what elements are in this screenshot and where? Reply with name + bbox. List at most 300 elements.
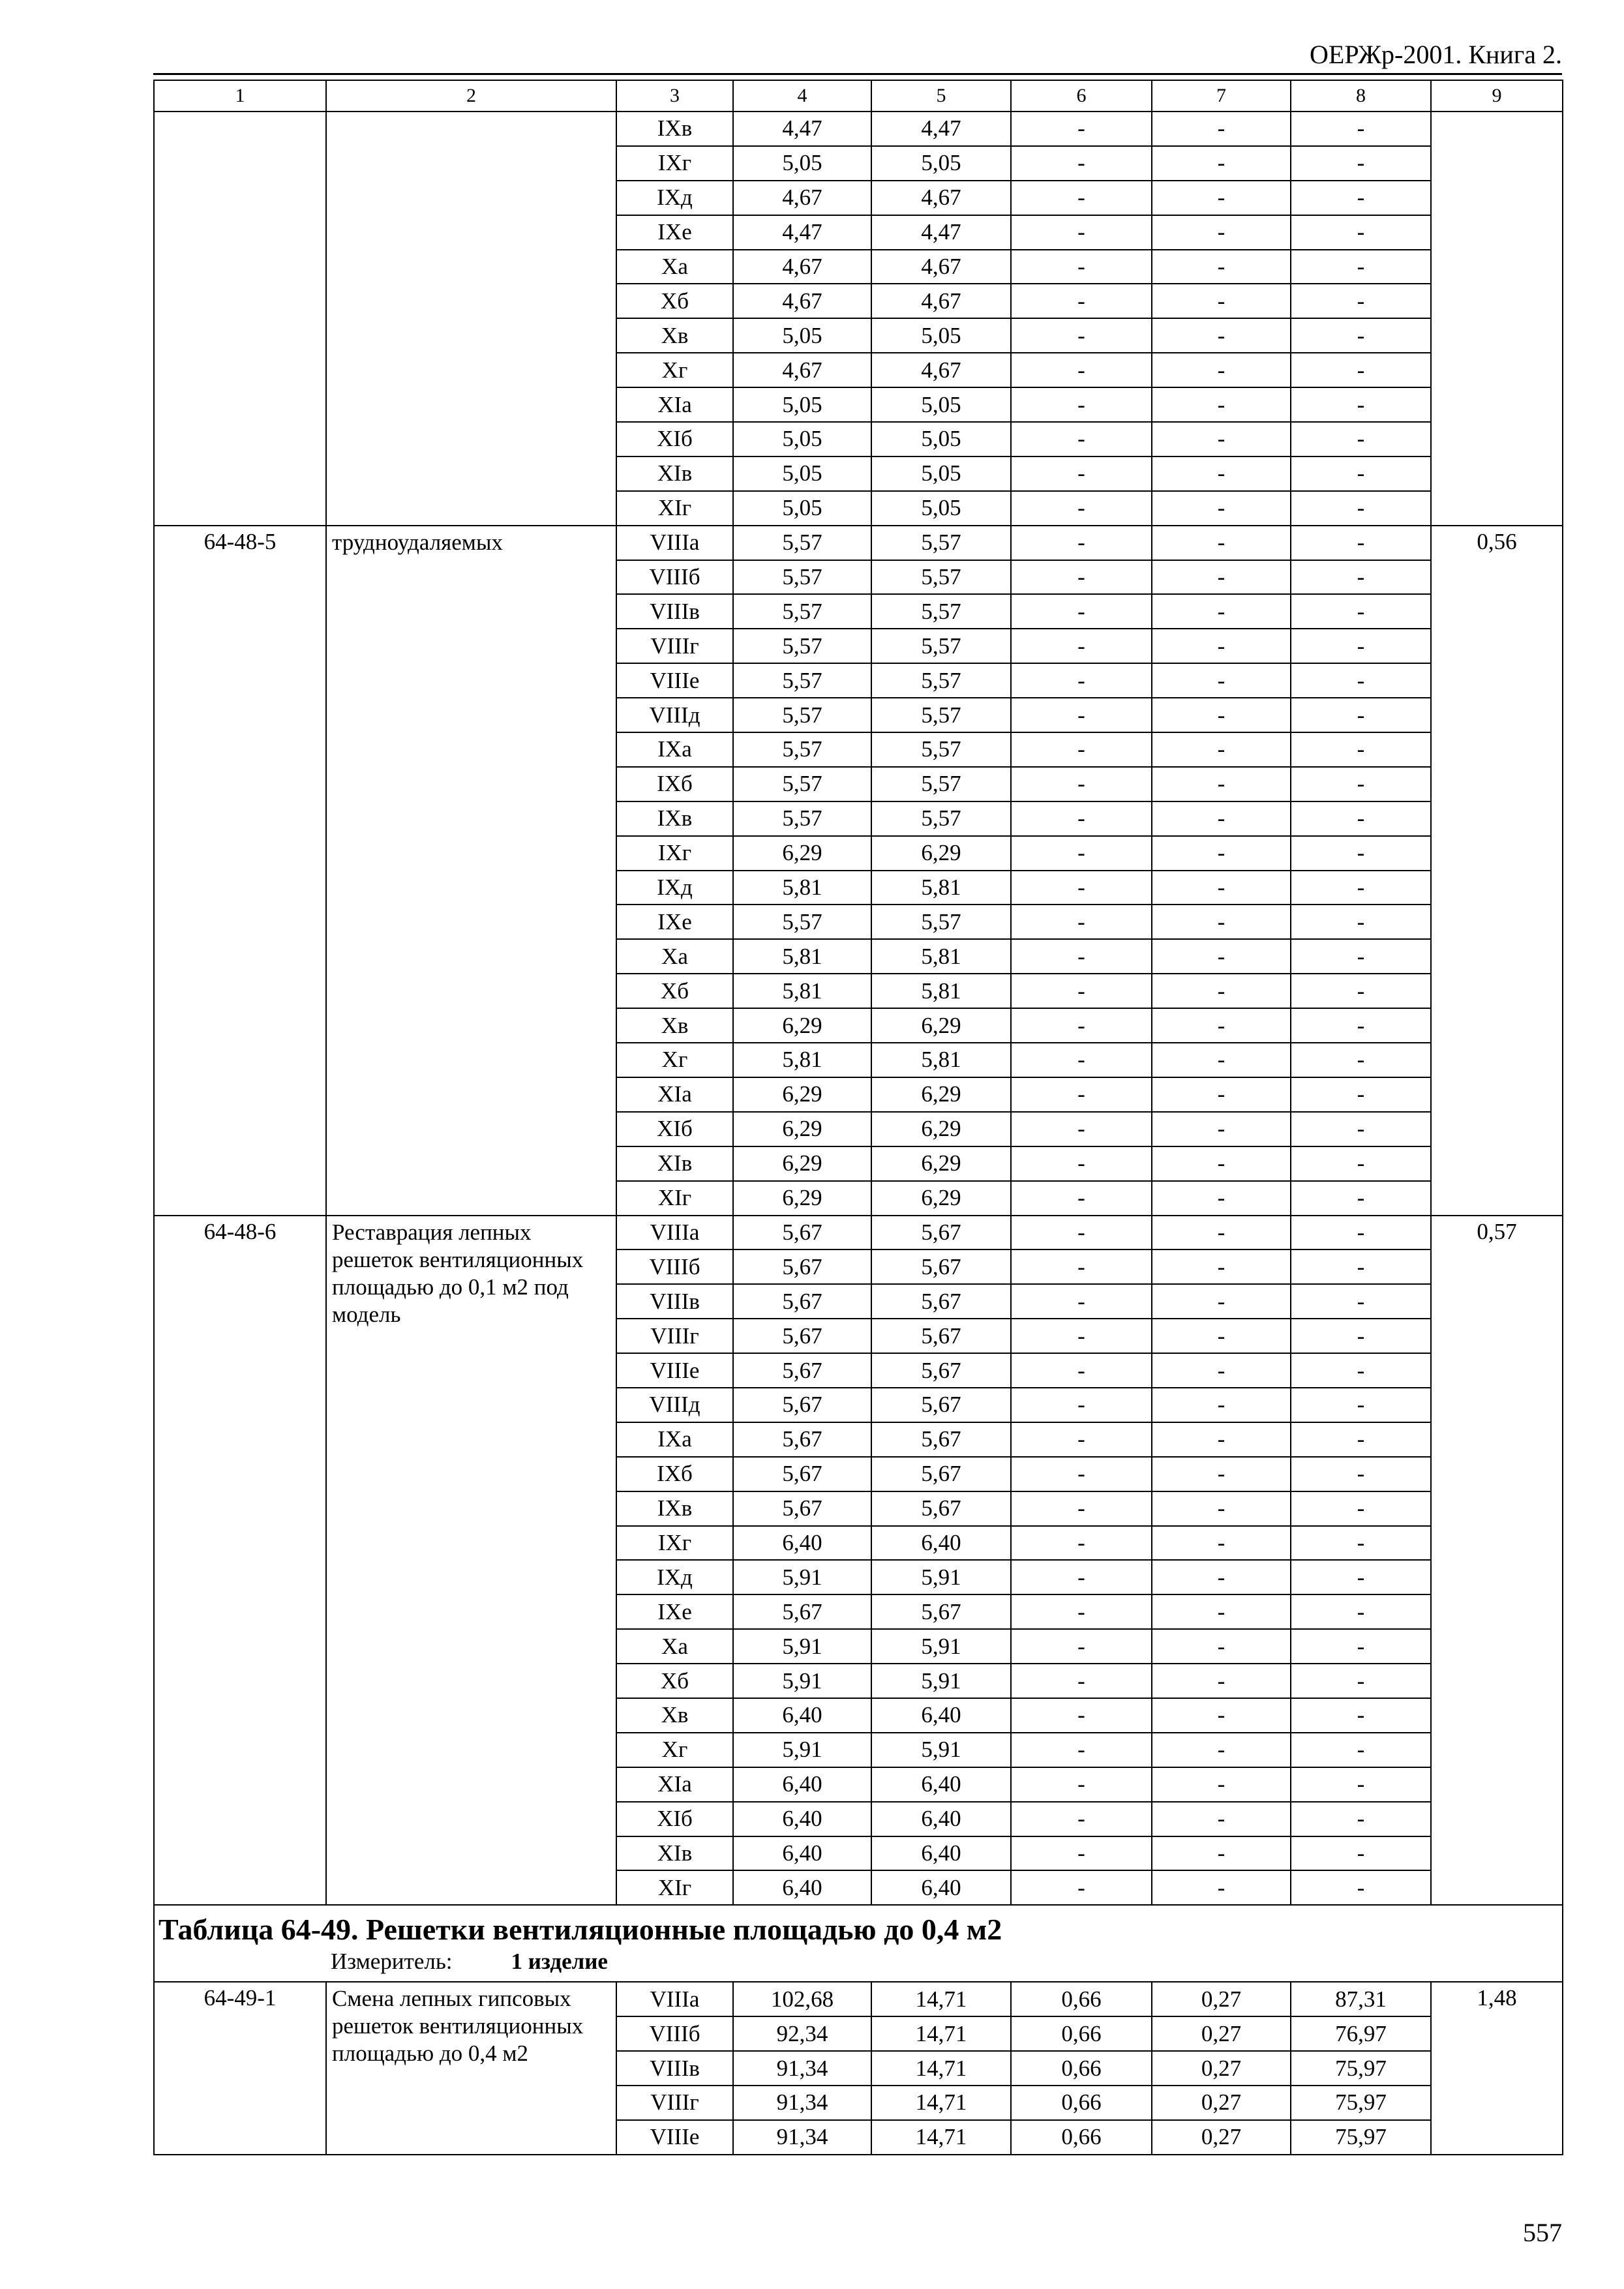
- rates-table-container: [153, 80, 1562, 2155]
- table-cell-col-3: IXб: [616, 767, 733, 801]
- table-cell-col-3: XIб: [616, 1112, 733, 1146]
- table-cell-col-8: -: [1291, 767, 1431, 801]
- table-cell-col-5: 5,67: [871, 1594, 1011, 1629]
- table-cell-col-7: -: [1152, 456, 1291, 491]
- table-cell-col-8: -: [1291, 387, 1431, 422]
- table-cell-col-6: -: [1011, 1802, 1152, 1836]
- table-cell-col-7: -: [1152, 974, 1291, 1008]
- table-cell-col-8: -: [1291, 594, 1431, 629]
- table-row: [154, 112, 1563, 146]
- table-cell-col-6: -: [1011, 318, 1152, 353]
- table-cell-col-7: -: [1152, 1077, 1291, 1112]
- table-cell-col-8: -: [1291, 1870, 1431, 1905]
- table-cell-col-3: Xв: [616, 1698, 733, 1733]
- table-cell-col-3: IXа: [616, 1422, 733, 1457]
- table-cell-col-3: VIIIб: [616, 2016, 733, 2051]
- table-cell-col-8: -: [1291, 939, 1431, 974]
- table-cell-col-6: -: [1011, 250, 1152, 284]
- table-cell-col-4: 6,40: [733, 1836, 871, 1871]
- table-cell-col-8: -: [1291, 1284, 1431, 1319]
- table-cell-col-4: 5,91: [733, 1733, 871, 1767]
- table-cell-col-8: -: [1291, 1698, 1431, 1733]
- table-cell-col-3: VIIIа: [616, 1982, 733, 2016]
- table-cell-col-8: 76,97: [1291, 2016, 1431, 2051]
- table-cell-col-3: IXд: [616, 1560, 733, 1594]
- table-cell-col-6: -: [1011, 422, 1152, 456]
- table-cell-col-3: VIIIа: [616, 1216, 733, 1250]
- table-cell-col-6: -: [1011, 1594, 1152, 1629]
- table-cell-col-8: -: [1291, 1422, 1431, 1457]
- table-cell-col-5: 5,57: [871, 698, 1011, 732]
- table-cell-col-3: IXв: [616, 801, 733, 836]
- table-cell-col-4: 5,57: [733, 560, 871, 595]
- table-cell-col-3: Xв: [616, 1008, 733, 1043]
- table-cell-col-5: 6,40: [871, 1870, 1011, 1905]
- table-cell-col-8: -: [1291, 1181, 1431, 1216]
- table-cell-col-7: -: [1152, 698, 1291, 732]
- table-cell-col-8: -: [1291, 1629, 1431, 1664]
- table-cell-col-8: -: [1291, 1216, 1431, 1250]
- table-cell-col-7: -: [1152, 663, 1291, 698]
- table-cell-col-8: -: [1291, 1077, 1431, 1112]
- table-cell-col-4: 5,91: [733, 1560, 871, 1594]
- table-cell-col-8: 87,31: [1291, 1982, 1431, 2016]
- table-cell-col-6: -: [1011, 1733, 1152, 1767]
- table-cell-col-4: 5,81: [733, 871, 871, 905]
- table-cell-col-6: -: [1011, 1077, 1152, 1112]
- table-cell-col-5: 14,71: [871, 1982, 1011, 2016]
- table-cell-col-5: 6,29: [871, 1181, 1011, 1216]
- table-cell-col-3: XIа: [616, 1077, 733, 1112]
- table-cell-col-8: -: [1291, 629, 1431, 663]
- table-cell-col-4: 4,67: [733, 181, 871, 215]
- table-cell-col-4: 6,40: [733, 1526, 871, 1561]
- table-cell-col-6: -: [1011, 836, 1152, 871]
- table-cell-col-7: -: [1152, 181, 1291, 215]
- table-cell-col-6: -: [1011, 732, 1152, 767]
- table-cell-col-5: 5,57: [871, 767, 1011, 801]
- section-heading-row: [154, 1905, 1563, 1982]
- table-cell-col-6: -: [1011, 1319, 1152, 1353]
- table-cell-col-7: -: [1152, 1526, 1291, 1561]
- section-title: Таблица 64-49. Решетки вентиляционные площадью до 0,4 м2: [158, 1913, 1002, 1947]
- table-cell-col-7: -: [1152, 146, 1291, 181]
- table-cell-col-3: XIв: [616, 1836, 733, 1871]
- table-row: [154, 1982, 1563, 2016]
- table-cell-col-8: -: [1291, 526, 1431, 560]
- table-cell-col-3: VIIIе: [616, 663, 733, 698]
- table-cell-col-8: -: [1291, 1008, 1431, 1043]
- table-cell-col-5: 5,67: [871, 1319, 1011, 1353]
- table-cell-col-8: -: [1291, 1249, 1431, 1284]
- table-cell-col-6: -: [1011, 1181, 1152, 1216]
- table-cell-col-6: -: [1011, 663, 1152, 698]
- table-cell-col-4: 5,67: [733, 1594, 871, 1629]
- work-description-cell: Реставрация лепных решеток вентиляционных площадью до 0,1 м2 под модель: [326, 1216, 616, 1906]
- page-number: 557: [1523, 2218, 1562, 2247]
- table-cell-col-7: -: [1152, 491, 1291, 526]
- table-cell-col-7: -: [1152, 1043, 1291, 1077]
- table-cell-col-4: 6,40: [733, 1767, 871, 1802]
- work-description-cell: трудноудаляемых: [326, 526, 616, 1216]
- table-cell-col-5: 5,67: [871, 1388, 1011, 1422]
- table-cell-col-4: 6,40: [733, 1698, 871, 1733]
- rate-code-cell: 64-48-6: [154, 1216, 326, 1906]
- table-cell-col-3: XIб: [616, 1802, 733, 1836]
- table-cell-col-7: -: [1152, 1353, 1291, 1388]
- table-cell-col-5: 5,05: [871, 456, 1011, 491]
- table-cell-col-4: 6,29: [733, 1112, 871, 1146]
- table-cell-col-6: -: [1011, 1698, 1152, 1733]
- table-cell-col-3: Xа: [616, 1629, 733, 1664]
- table-cell-col-5: 5,05: [871, 422, 1011, 456]
- table-cell-col-8: -: [1291, 836, 1431, 871]
- table-cell-col-8: -: [1291, 456, 1431, 491]
- table-cell-col-5: 5,05: [871, 146, 1011, 181]
- table-cell-col-4: 5,67: [733, 1284, 871, 1319]
- table-cell-col-6: -: [1011, 146, 1152, 181]
- table-cell-col-8: -: [1291, 1146, 1431, 1181]
- table-cell-col-4: 5,67: [733, 1319, 871, 1353]
- table-cell-col-7: -: [1152, 594, 1291, 629]
- table-cell-col-7: -: [1152, 732, 1291, 767]
- table-cell-col-5: 5,67: [871, 1216, 1011, 1250]
- table-cell-col-4: 5,67: [733, 1457, 871, 1491]
- table-cell-col-4: 5,57: [733, 629, 871, 663]
- table-cell-col-6: -: [1011, 1664, 1152, 1698]
- table-cell-col-3: Xа: [616, 250, 733, 284]
- table-cell-col-5: 5,91: [871, 1664, 1011, 1698]
- table-cell-col-6: -: [1011, 1353, 1152, 1388]
- table-cell-col-4: 92,34: [733, 2016, 871, 2051]
- table-cell-col-7: -: [1152, 1802, 1291, 1836]
- table-cell-col-8: -: [1291, 112, 1431, 146]
- table-cell-col-6: -: [1011, 939, 1152, 974]
- table-cell-col-6: -: [1011, 1146, 1152, 1181]
- table-cell-col-6: -: [1011, 1560, 1152, 1594]
- table-cell-col-6: -: [1011, 1112, 1152, 1146]
- table-cell-col-5: 6,40: [871, 1698, 1011, 1733]
- table-cell-col-5: 5,57: [871, 663, 1011, 698]
- table-cell-col-4: 5,91: [733, 1664, 871, 1698]
- table-cell-col-7: -: [1152, 1698, 1291, 1733]
- table-cell-col-5: 6,40: [871, 1526, 1011, 1561]
- column-number-row: [154, 80, 1563, 112]
- table-cell-col-3: VIIIд: [616, 1388, 733, 1422]
- table-cell-col-5: 6,40: [871, 1767, 1011, 1802]
- table-cell-col-6: -: [1011, 1491, 1152, 1526]
- table-cell-col-7: 0,27: [1152, 2016, 1291, 2051]
- table-cell-col-5: 6,29: [871, 1077, 1011, 1112]
- table-cell-col-5: 5,67: [871, 1422, 1011, 1457]
- col9-value-cell: [1431, 112, 1563, 526]
- table-cell-col-7: -: [1152, 871, 1291, 905]
- table-cell-col-4: 5,05: [733, 491, 871, 526]
- table-cell-col-8: -: [1291, 560, 1431, 595]
- table-cell-col-6: -: [1011, 456, 1152, 491]
- table-cell-col-3: VIIIд: [616, 698, 733, 732]
- table-cell-col-5: 5,67: [871, 1284, 1011, 1319]
- table-cell-col-3: IXг: [616, 1526, 733, 1561]
- table-cell-col-8: -: [1291, 215, 1431, 250]
- table-cell-col-7: -: [1152, 1388, 1291, 1422]
- table-row: [154, 526, 1563, 560]
- table-cell-col-5: 5,57: [871, 905, 1011, 939]
- table-cell-col-3: Xа: [616, 939, 733, 974]
- table-cell-col-3: XIб: [616, 422, 733, 456]
- table-cell-col-3: IXа: [616, 732, 733, 767]
- col9-value-cell: 0,56: [1431, 526, 1563, 1216]
- table-cell-col-4: 6,29: [733, 1146, 871, 1181]
- table-cell-col-4: 5,05: [733, 422, 871, 456]
- table-cell-col-7: -: [1152, 1008, 1291, 1043]
- table-cell-col-5: 5,81: [871, 1043, 1011, 1077]
- table-cell-col-8: -: [1291, 801, 1431, 836]
- table-cell-col-3: VIIIб: [616, 560, 733, 595]
- table-cell-col-8: -: [1291, 1664, 1431, 1698]
- table-cell-col-4: 102,68: [733, 1982, 871, 2016]
- table-cell-col-4: 4,47: [733, 112, 871, 146]
- table-cell-col-6: -: [1011, 1284, 1152, 1319]
- table-cell-col-3: VIIIг: [616, 1319, 733, 1353]
- table-cell-col-5: 6,29: [871, 1112, 1011, 1146]
- table-cell-col-6: -: [1011, 1767, 1152, 1802]
- work-description-cell: [326, 112, 616, 526]
- table-cell-col-5: 5,05: [871, 387, 1011, 422]
- table-cell-col-5: 4,47: [871, 112, 1011, 146]
- table-cell-col-5: 6,29: [871, 836, 1011, 871]
- table-cell-col-5: 5,57: [871, 594, 1011, 629]
- table-cell-col-5: 4,67: [871, 284, 1011, 318]
- table-cell-col-3: XIа: [616, 387, 733, 422]
- table-cell-col-4: 6,29: [733, 1181, 871, 1216]
- table-cell-col-4: 5,91: [733, 1629, 871, 1664]
- table-cell-col-8: -: [1291, 491, 1431, 526]
- table-cell-col-5: 4,67: [871, 181, 1011, 215]
- col-number-9: 9: [1431, 80, 1563, 112]
- rate-code-cell: 64-48-5: [154, 526, 326, 1216]
- table-cell-col-6: -: [1011, 1216, 1152, 1250]
- table-cell-col-8: -: [1291, 318, 1431, 353]
- table-cell-col-3: XIг: [616, 491, 733, 526]
- table-cell-col-5: 14,71: [871, 2051, 1011, 2086]
- table-cell-col-6: -: [1011, 1422, 1152, 1457]
- table-cell-col-8: -: [1291, 284, 1431, 318]
- table-cell-col-7: -: [1152, 1870, 1291, 1905]
- table-cell-col-4: 4,47: [733, 215, 871, 250]
- table-cell-col-7: 0,27: [1152, 2086, 1291, 2120]
- table-cell-col-6: -: [1011, 767, 1152, 801]
- table-cell-col-8: -: [1291, 1767, 1431, 1802]
- table-cell-col-3: XIг: [616, 1181, 733, 1216]
- table-cell-col-5: 14,71: [871, 2086, 1011, 2120]
- table-cell-col-8: -: [1291, 1353, 1431, 1388]
- table-cell-col-7: -: [1152, 215, 1291, 250]
- table-cell-col-3: IXв: [616, 112, 733, 146]
- table-cell-col-7: -: [1152, 1629, 1291, 1664]
- table-cell-col-4: 5,67: [733, 1491, 871, 1526]
- table-cell-col-5: 14,71: [871, 2016, 1011, 2051]
- table-row: [154, 1216, 1563, 1250]
- table-cell-col-7: -: [1152, 1284, 1291, 1319]
- table-cell-col-8: -: [1291, 1319, 1431, 1353]
- table-cell-col-3: Xг: [616, 353, 733, 387]
- table-cell-col-3: Xв: [616, 318, 733, 353]
- table-cell-col-5: 5,05: [871, 318, 1011, 353]
- table-cell-col-4: 5,67: [733, 1249, 871, 1284]
- table-cell-col-8: -: [1291, 422, 1431, 456]
- table-cell-col-8: -: [1291, 1526, 1431, 1561]
- table-cell-col-6: -: [1011, 1249, 1152, 1284]
- rate-code-cell: 64-49-1: [154, 1982, 326, 2154]
- measure-line: [155, 1947, 1562, 1976]
- table-cell-col-4: 4,67: [733, 353, 871, 387]
- table-cell-col-8: 75,97: [1291, 2120, 1431, 2155]
- measure-unit: 1 изделие: [511, 1949, 608, 1975]
- table-cell-col-7: -: [1152, 905, 1291, 939]
- table-cell-col-8: -: [1291, 1733, 1431, 1767]
- table-cell-col-8: -: [1291, 698, 1431, 732]
- table-cell-col-6: -: [1011, 491, 1152, 526]
- table-cell-col-7: -: [1152, 250, 1291, 284]
- table-cell-col-7: -: [1152, 629, 1291, 663]
- table-cell-col-5: 5,57: [871, 629, 1011, 663]
- table-cell-col-5: 5,67: [871, 1491, 1011, 1526]
- table-cell-col-5: 5,81: [871, 871, 1011, 905]
- table-cell-col-4: 91,34: [733, 2120, 871, 2155]
- table-cell-col-5: 5,57: [871, 560, 1011, 595]
- table-cell-col-6: 0,66: [1011, 1982, 1152, 2016]
- table-cell-col-4: 5,57: [733, 526, 871, 560]
- col-number-7: 7: [1152, 80, 1291, 112]
- table-cell-col-7: -: [1152, 1767, 1291, 1802]
- table-cell-col-7: -: [1152, 1146, 1291, 1181]
- table-cell-col-7: -: [1152, 284, 1291, 318]
- table-cell-col-8: -: [1291, 905, 1431, 939]
- table-cell-col-7: -: [1152, 526, 1291, 560]
- table-cell-col-5: 6,40: [871, 1802, 1011, 1836]
- table-cell-col-6: -: [1011, 353, 1152, 387]
- table-cell-col-4: 6,29: [733, 1077, 871, 1112]
- table-cell-col-6: -: [1011, 526, 1152, 560]
- table-cell-col-8: -: [1291, 1112, 1431, 1146]
- table-cell-col-8: -: [1291, 663, 1431, 698]
- table-cell-col-3: IXв: [616, 1491, 733, 1526]
- table-cell-col-7: -: [1152, 560, 1291, 595]
- table-cell-col-4: 5,67: [733, 1353, 871, 1388]
- table-cell-col-4: 91,34: [733, 2051, 871, 2086]
- table-cell-col-8: 75,97: [1291, 2051, 1431, 2086]
- table-cell-col-4: 5,81: [733, 1043, 871, 1077]
- table-cell-col-6: -: [1011, 1388, 1152, 1422]
- table-cell-col-3: VIIIв: [616, 2051, 733, 2086]
- table-cell-col-3: VIIIв: [616, 594, 733, 629]
- table-cell-col-8: -: [1291, 250, 1431, 284]
- table-cell-col-4: 4,67: [733, 284, 871, 318]
- table-cell-col-4: 5,57: [733, 663, 871, 698]
- table-cell-col-4: 6,40: [733, 1870, 871, 1905]
- table-cell-col-4: 5,05: [733, 387, 871, 422]
- col-number-8: 8: [1291, 80, 1431, 112]
- table-cell-col-6: -: [1011, 905, 1152, 939]
- table-cell-col-6: -: [1011, 387, 1152, 422]
- table-cell-col-5: 5,67: [871, 1249, 1011, 1284]
- col-number-4: 4: [733, 80, 871, 112]
- table-cell-col-7: -: [1152, 836, 1291, 871]
- table-cell-col-3: VIIIб: [616, 1249, 733, 1284]
- table-cell-col-3: IXб: [616, 1457, 733, 1491]
- table-cell-col-5: 5,81: [871, 939, 1011, 974]
- col9-value-cell: 1,48: [1431, 1982, 1563, 2154]
- table-cell-col-6: -: [1011, 698, 1152, 732]
- table-cell-col-5: 4,47: [871, 215, 1011, 250]
- table-cell-col-3: VIIIа: [616, 526, 733, 560]
- table-cell-col-4: 5,05: [733, 318, 871, 353]
- table-cell-col-8: -: [1291, 353, 1431, 387]
- table-cell-col-5: 5,57: [871, 801, 1011, 836]
- table-cell-col-4: 5,57: [733, 801, 871, 836]
- table-cell-col-6: -: [1011, 1008, 1152, 1043]
- table-cell-col-7: 0,27: [1152, 2051, 1291, 2086]
- table-cell-col-7: -: [1152, 1457, 1291, 1491]
- table-cell-col-4: 5,57: [733, 767, 871, 801]
- col-number-2: 2: [326, 80, 616, 112]
- table-cell-col-4: 4,67: [733, 250, 871, 284]
- table-cell-col-8: -: [1291, 871, 1431, 905]
- table-cell-col-7: -: [1152, 112, 1291, 146]
- col-number-5: 5: [871, 80, 1011, 112]
- table-cell-col-6: 0,66: [1011, 2120, 1152, 2155]
- table-cell-col-3: Xб: [616, 1664, 733, 1698]
- table-cell-col-7: -: [1152, 1319, 1291, 1353]
- table-cell-col-5: 5,81: [871, 974, 1011, 1008]
- table-cell-col-8: -: [1291, 1802, 1431, 1836]
- table-cell-col-7: -: [1152, 767, 1291, 801]
- table-cell-col-5: 14,71: [871, 2120, 1011, 2155]
- col-number-3: 3: [616, 80, 733, 112]
- table-cell-col-7: -: [1152, 1664, 1291, 1698]
- table-cell-col-5: 5,57: [871, 526, 1011, 560]
- table-cell-col-4: 6,40: [733, 1802, 871, 1836]
- table-cell-col-3: XIг: [616, 1870, 733, 1905]
- rates-table: [153, 80, 1563, 2155]
- table-cell-col-3: IXе: [616, 905, 733, 939]
- table-cell-col-7: -: [1152, 387, 1291, 422]
- table-cell-col-5: 5,91: [871, 1629, 1011, 1664]
- table-cell-col-3: IXе: [616, 1594, 733, 1629]
- table-cell-col-3: VIIIв: [616, 1284, 733, 1319]
- table-cell-col-4: 6,29: [733, 1008, 871, 1043]
- table-cell-col-6: -: [1011, 974, 1152, 1008]
- table-cell-col-7: -: [1152, 1560, 1291, 1594]
- table-cell-col-5: 4,67: [871, 250, 1011, 284]
- header-rule: [153, 73, 1562, 75]
- table-cell-col-5: 5,91: [871, 1560, 1011, 1594]
- table-cell-col-6: -: [1011, 1526, 1152, 1561]
- col9-value-cell: 0,57: [1431, 1216, 1563, 1906]
- table-cell-col-5: 6,29: [871, 1146, 1011, 1181]
- table-cell-col-7: -: [1152, 1733, 1291, 1767]
- table-cell-col-7: -: [1152, 1836, 1291, 1871]
- table-cell-col-3: Xг: [616, 1733, 733, 1767]
- table-cell-col-6: -: [1011, 215, 1152, 250]
- table-cell-col-8: 75,97: [1291, 2086, 1431, 2120]
- table-cell-col-4: 5,67: [733, 1422, 871, 1457]
- table-cell-col-4: 5,05: [733, 146, 871, 181]
- table-cell-col-6: -: [1011, 594, 1152, 629]
- table-body: [154, 80, 1563, 2155]
- table-cell-col-4: 5,57: [733, 594, 871, 629]
